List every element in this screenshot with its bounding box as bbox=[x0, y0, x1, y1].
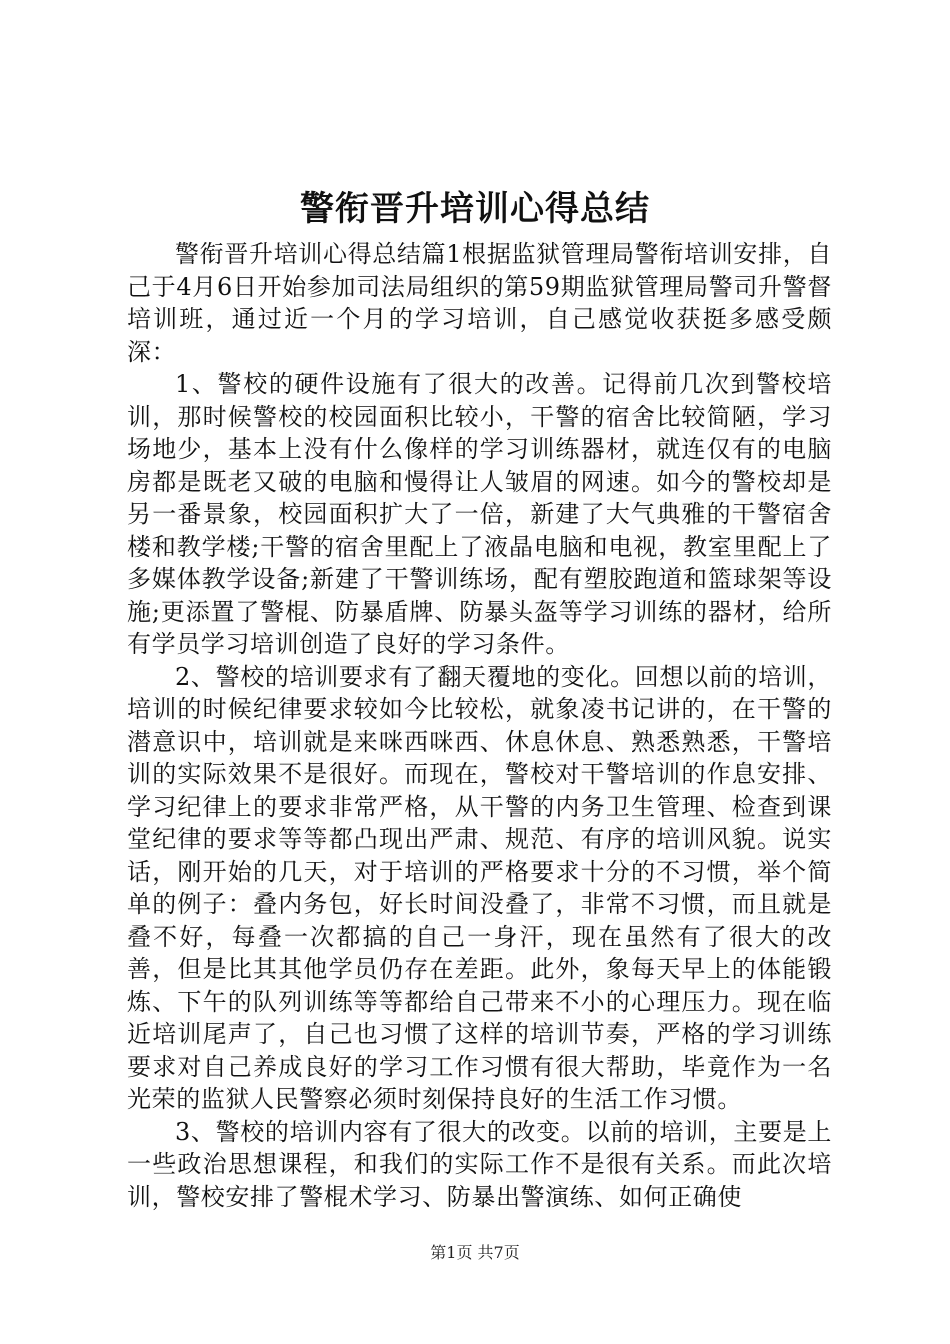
page-footer: 第1页 共7页 bbox=[430, 1243, 520, 1262]
document-title: 警衔晋升培训心得总结 bbox=[300, 189, 650, 229]
document-body bbox=[127, 238, 832, 1213]
paragraph-intro: 警衔晋升培训心得总结篇1根据监狱管理局警衔培训安排，自己于4月6日开始参加司法局组织的第59期监狱管理局警司升警督培训班，通过近一个月的学习培训，自己感觉收获挺多感受颇深： bbox=[127, 240, 832, 366]
paragraph-point-2: 2、警校的培训要求有了翻天覆地的变化。回想以前的培训，培训的时候纪律要求较如今比较松，就象凌书记讲的，在干警的潜意识中，培训就是来咪西咪西、休息休息、熟悉熟悉，干警培训的实际效果不是很好。而现在，警校对干警培训的作息安排、学习纪律上的要求非常严格，从干警的内务卫生管理、检查到课堂纪律的要求等等都凸现出严肃、规范、有序的培训风貌。说实话，刚开始的几天，对于培训的严格要求十分的不习惯，举个简单的例子：叠内务包，好长时间没叠了，非常不习惯，而且就是叠不好，每叠一次都搞的自己一身汗，现在虽然有了很大的改善，但是比其其他学员仍存在差距。此外，象每天早上的体能锻炼、下午的队列训练等等都给自己带来不小的心理压力。现在临近培训尾声了，自己也习惯了这样的培训节奏，严格的学习训练要求对自己养成良好的学习工作习惯有很大帮助，毕竟作为一名光荣的监狱人民警察必须时刻保持良好的生活工作习惯。 bbox=[127, 662, 832, 1113]
paragraph-point-1: 1、警校的硬件设施有了很大的改善。记得前几次到警校培训，那时候警校的校园面积比较小，干警的宿舍比较简陋，学习场地少，基本上没有什么像样的学习训练器材，就连仅有的电脑房都是既老又破的电脑和慢得让人皱眉的网速。如今的警校却是另一番景象，校园面积扩大了一倍，新建了大气典雅的干警宿舍楼和教学楼;干警的宿舍里配上了液晶电脑和电视，教室里配上了多媒体教学设备;新建了干警训练场，配有塑胶跑道和篮球架等设施;更添置了警棍、防暴盾牌、防暴头盔等学习训练的器材，给所有学员学习培训创造了良好的学习条件。 bbox=[127, 370, 832, 658]
paragraph-point-3: 3、警校的培训内容有了很大的改变。以前的培训，主要是上一些政治思想课程，和我们的实际工作不是很有关系。而此次培训，警校安排了警棍术学习、防暴出警演练、如何正确使 bbox=[127, 1117, 832, 1211]
